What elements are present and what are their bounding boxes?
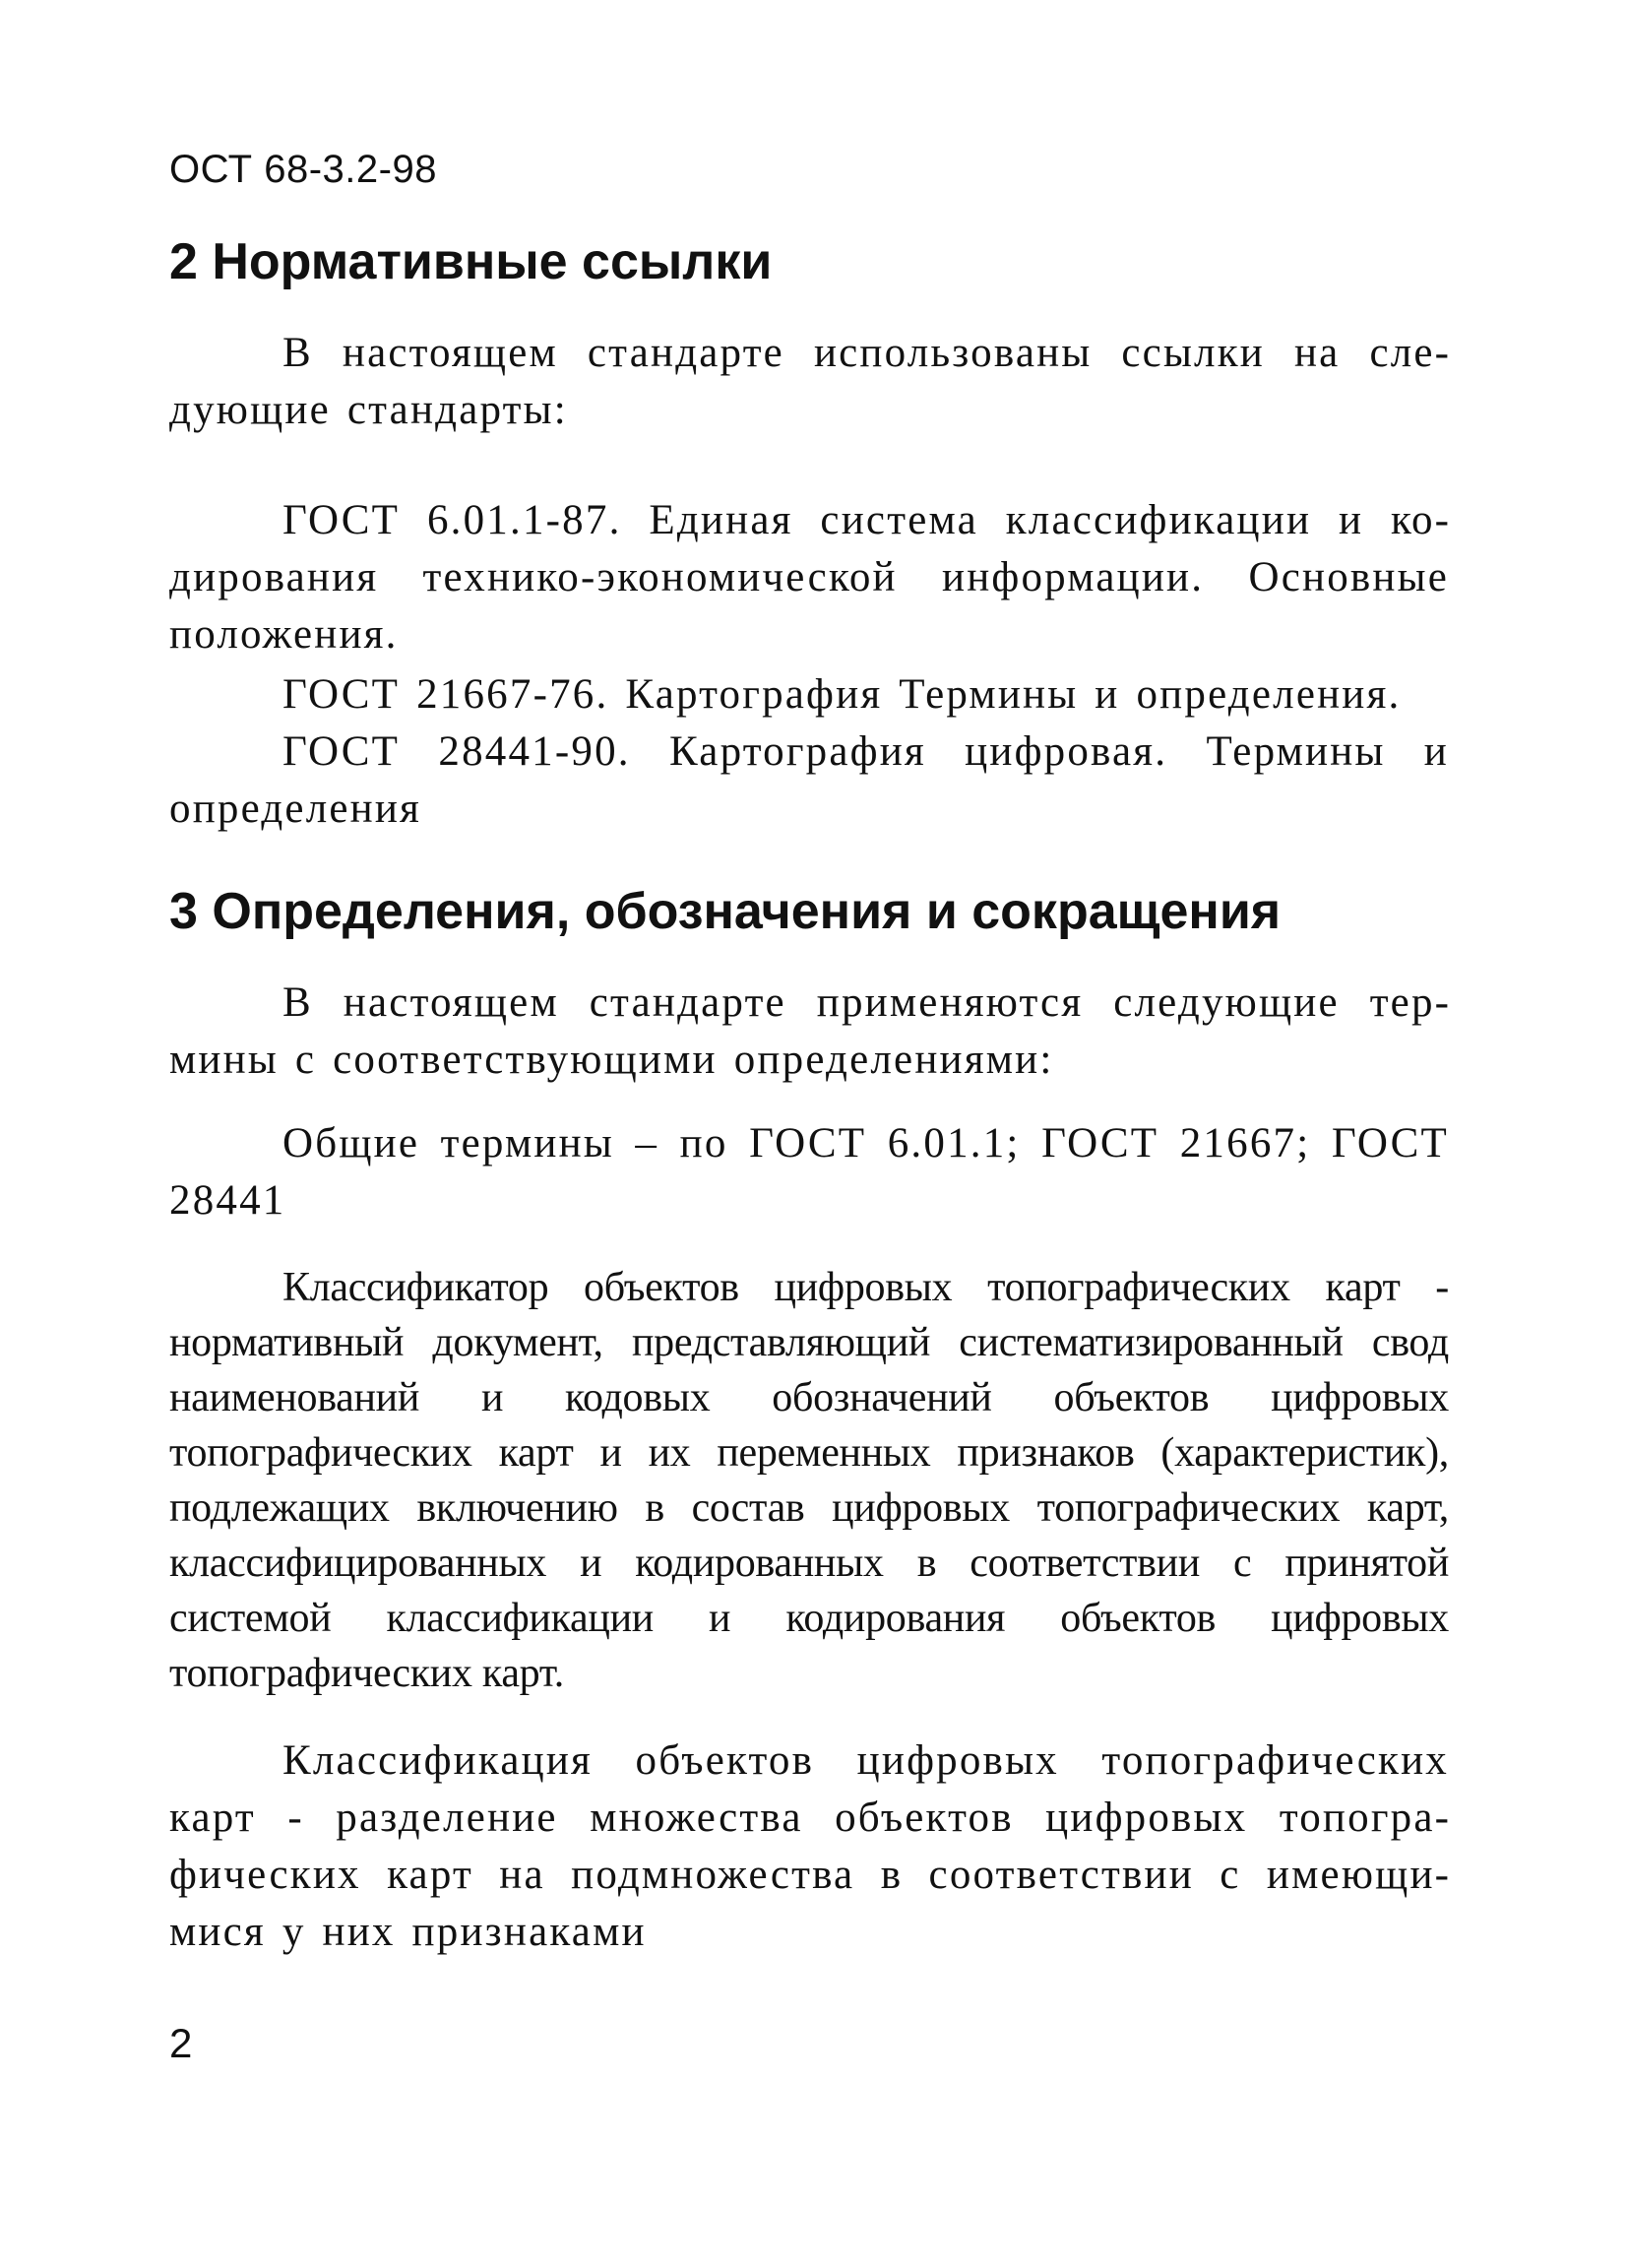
reference-gost-21667: ГОСТ 21667-76. Картография Термины и определения. <box>282 671 1402 718</box>
classification-definition: Классификация объектов цифровых топографических карт - разделение множества объектов цифровых топографических карт на подмножества в соответствии с имеющимися у них признаками <box>169 1737 1449 1955</box>
section-3-intro: В настоящем стандарте применяются следующие термины с соответствующими определениями: <box>169 979 1449 1083</box>
document-code: ОСТ 68-3.2-98 <box>169 148 437 191</box>
section-3-heading: 3 Определения, обозначения и сокращения <box>169 883 1282 940</box>
page-number: 2 <box>169 2020 193 2066</box>
section-2-intro: В настоящем стандарте использованы ссылки на следующие стандарты: <box>169 330 1449 433</box>
section-2-heading: 2 Нормативные ссылки <box>169 233 773 290</box>
classifier-definition: Классификатор объектов цифровых топографических карт - нормативный документ, представляющий систематизированный свод наименований и кодовых обозначений объектов цифровых топографических карт и их переменных признаков (характеристик), подлежащих включению в состав цифровых топографических карт, классифицированных и кодированных в соответствии с принятой системой классификации и кодирования объектов цифровых топографических карт. <box>169 1265 1449 1696</box>
reference-gost-28441: ГОСТ 28441-90. Картография цифровая. Термины и определения <box>169 728 1449 832</box>
reference-gost-6-01-1: ГОСТ 6.01.1-87. Единая система классификации и кодирования технико-экономической информации. Основные положения. <box>169 497 1449 658</box>
general-terms: Общие термины – по ГОСТ 6.01.1; ГОСТ 21667; ГОСТ 28441 <box>169 1120 1449 1224</box>
